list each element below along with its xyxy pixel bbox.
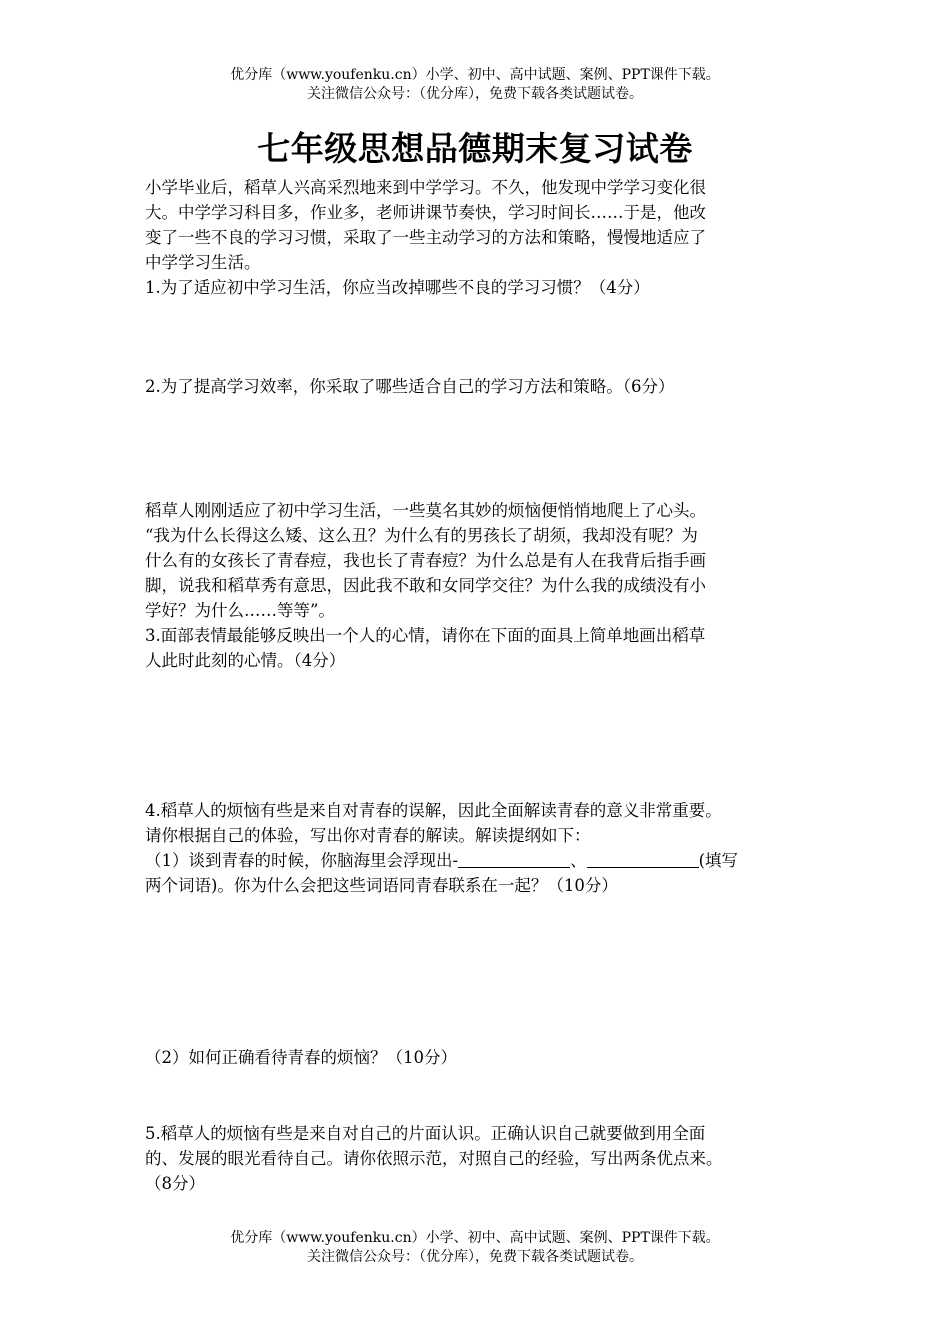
passage-2-line: 什么有的女孩长了青春痘，我也长了青春痘？为什么总是有人在我背后指手画 [145, 551, 706, 570]
question-4-sub-1 [145, 848, 815, 873]
passage-1-line: 中学学习生活。 [145, 253, 261, 272]
passage-2-line: 学好？为什么……等等”。 [145, 601, 335, 620]
page-title: 七年级思想品德期末复习试卷 [257, 129, 693, 168]
passage-1-line: 小学毕业后，稻草人兴高采烈地来到中学学习。不久，他发现中学学习变化很 [145, 178, 706, 197]
question-5 [145, 1121, 815, 1196]
answer-blank-1[interactable] [458, 850, 570, 868]
question-3-line: 人此时此刻的心情。（4分） [145, 651, 346, 670]
passage-1-line: 变了一些不良的学习习惯，采取了一些主动学习的方法和策略，慢慢地适应了 [145, 228, 706, 247]
header-line-1: 优分库（www.youfenku.cn）小学、初中、高中试题、案例、PPT课件下载。 [230, 67, 720, 83]
question-4-sub-1-cont: 两个词语)。你为什么会把这些词语同青春联系在一起？（10分） [145, 876, 618, 895]
question-4-line: 请你根据自己的体验，写出你对青春的解读。解读提纲如下： [145, 826, 591, 845]
passage-1-line: 大。中学学习科目多，作业多，老师讲课节奏快，学习时间长……于是，他改 [145, 203, 706, 222]
passage-2-line: “我为什么长得这么矮、这么丑？为什么有的男孩长了胡须，我却没有呢？为 [145, 526, 698, 545]
passage-2-line: 稻草人刚刚适应了初中学习生活，一些莫名其妙的烦恼便悄悄地爬上了心头。 [145, 501, 706, 520]
question-4 [145, 798, 815, 898]
question-4-line: 4.稻草人的烦恼有些是来自对青春的误解，因此全面解读青春的意义非常重要。 [145, 801, 722, 820]
header-line-2: 关注微信公众号：（优分库），免费下载各类试题试卷。 [307, 86, 643, 102]
footer-line-1: 优分库（www.youfenku.cn）小学、初中、高中试题、案例、PPT课件下载。 [230, 1230, 720, 1246]
blank-separator: 、 [570, 851, 587, 870]
question-5-line: （8分） [145, 1174, 205, 1193]
question-3-line: 3.面部表情最能够反映出一个人的心情，请你在下面的面具上简单地画出稻草 [145, 626, 706, 645]
question-5-line: 的、发展的眼光看待自己。请你依照示范，对照自己的经验，写出两条优点来。 [145, 1149, 723, 1168]
question-4-sub-1-hint: (填写 [698, 851, 739, 870]
question-4-sub-1-text: （1）谈到青春的时候，你脑海里会浮现出- [145, 851, 459, 870]
question-2-block [145, 374, 815, 399]
footer-line-2: 关注微信公众号：（优分库），免费下载各类试题试卷。 [307, 1249, 643, 1265]
question-5-line: 5.稻草人的烦恼有些是来自对自己的片面认识。正确认识自己就要做到用全面 [145, 1124, 706, 1143]
answer-blank-2[interactable] [587, 850, 699, 868]
page-header [0, 66, 950, 104]
question-2: 2.为了提高学习效率，你采取了哪些适合自己的学习方法和策略。（6分） [145, 377, 675, 396]
passage-1 [145, 175, 815, 300]
page-footer [0, 1229, 950, 1267]
question-4-sub-2-block [145, 1045, 815, 1070]
question-1: 1.为了适应初中学习生活，你应当改掉哪些不良的学习习惯？（4分） [145, 278, 650, 297]
question-4-sub-2: （2）如何正确看待青春的烦恼？（10分） [145, 1048, 457, 1067]
passage-2 [145, 498, 815, 673]
passage-2-line: 脚，说我和稻草秀有意思，因此我不敢和女同学交往？为什么我的成绩没有小 [145, 576, 706, 595]
